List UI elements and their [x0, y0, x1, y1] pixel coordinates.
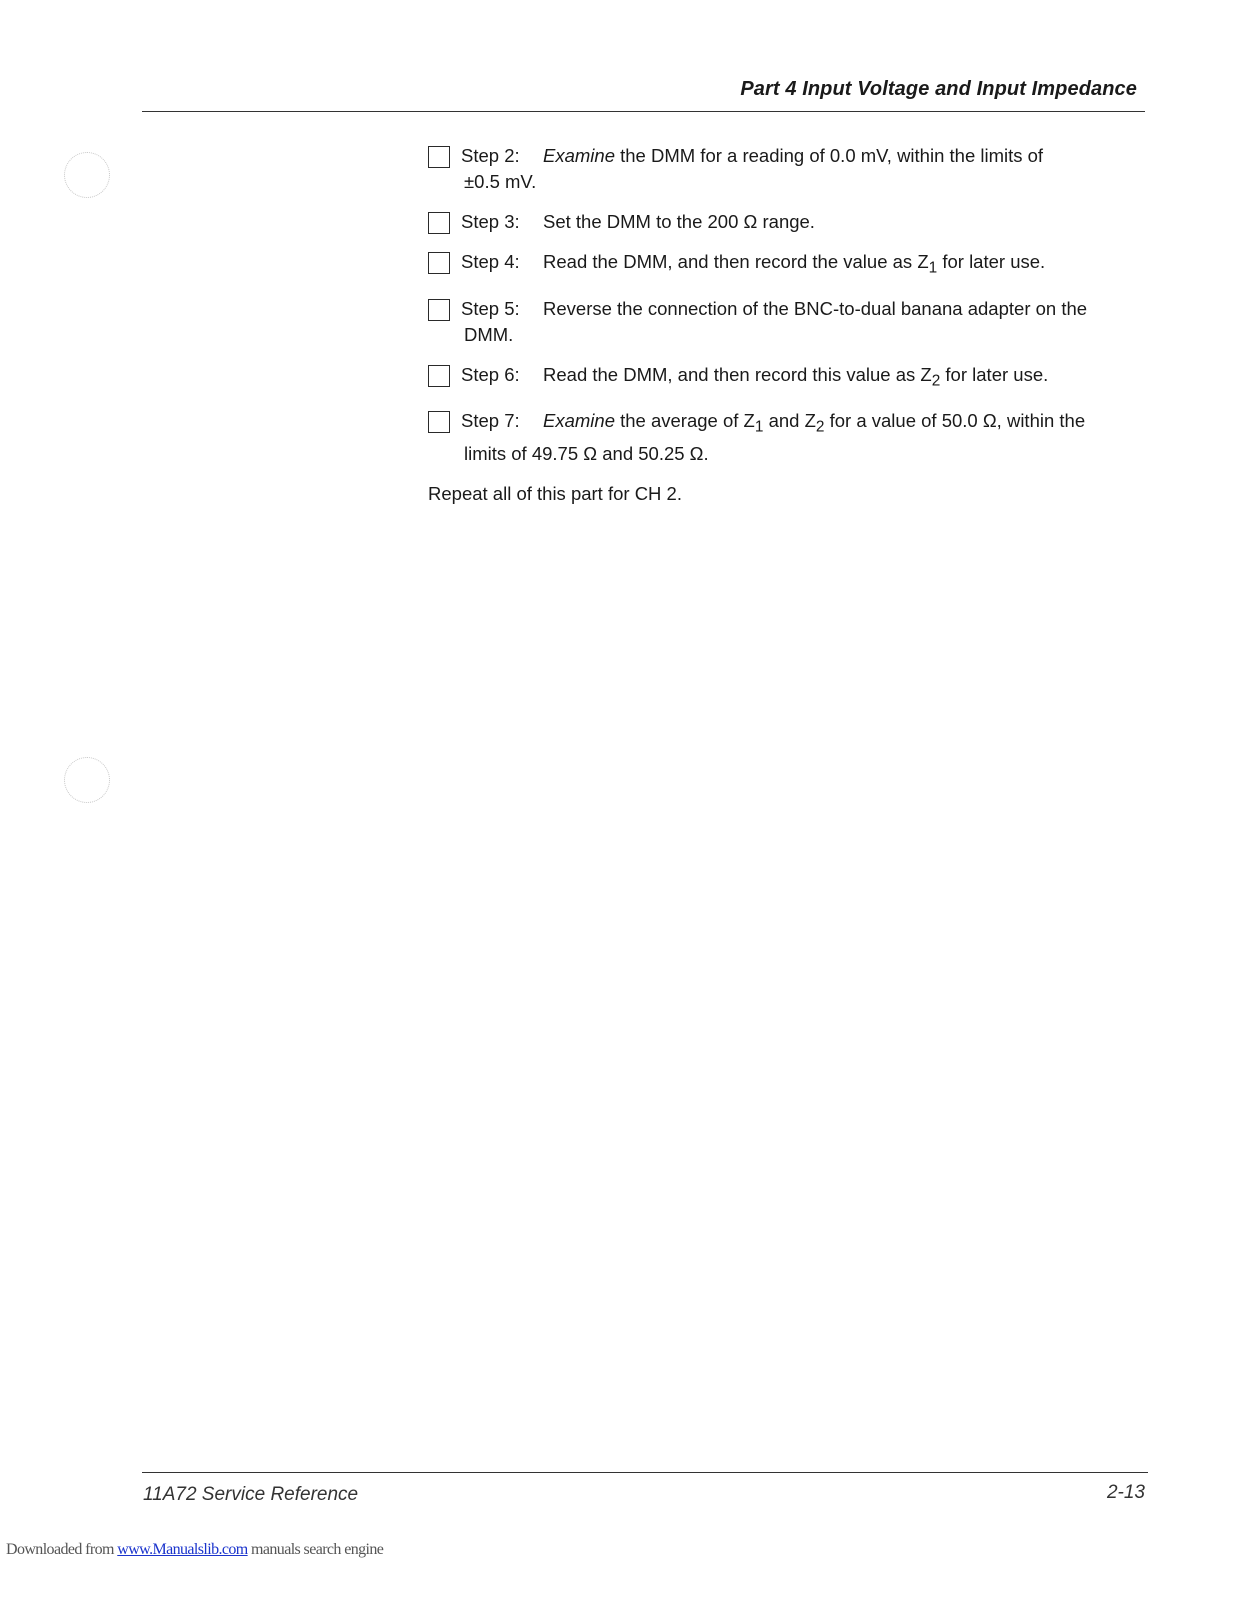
step-text-wrap: limits of 49.75 Ω and 50.25 Ω. — [464, 443, 709, 465]
step-checkbox[interactable] — [428, 365, 450, 387]
step-text: Reverse the connection of the BNC-to-dual banana adapter on the — [543, 297, 1088, 319]
step-3 — [428, 209, 1148, 235]
footer-manual-title: 11A72 Service Reference — [143, 1484, 359, 1505]
step-verb: Examine — [543, 410, 615, 432]
step-6 — [428, 362, 1148, 395]
step-text: Read the DMM, and then record the value as Z — [543, 251, 929, 272]
step-4 — [428, 249, 1148, 282]
step-verb: Examine — [543, 145, 615, 166]
page-header-title: Part 4 Input Voltage and Input Impedance — [740, 78, 1137, 100]
footer-page-number: 2-13 — [1106, 1482, 1145, 1503]
step-label: Step 7: — [461, 410, 520, 432]
step-label: Step 4: — [461, 251, 520, 272]
step-text: the DMM for a reading of 0.0 mV, within the limits of — [614, 145, 1044, 166]
step-7 — [428, 408, 1148, 467]
subscript: 1 — [928, 259, 938, 277]
step-checkbox[interactable] — [428, 146, 450, 168]
step-label: Step 6: — [461, 363, 520, 385]
step-checkbox[interactable] — [428, 252, 450, 274]
step-text-wrap: DMM. — [464, 323, 514, 345]
step-label: Step 2: — [461, 145, 520, 166]
step-text-wrap: ±0.5 mV. — [464, 171, 537, 192]
step-checkbox[interactable] — [428, 411, 450, 433]
download-suffix: manuals search engine — [247, 1541, 384, 1558]
punch-hole-top — [64, 152, 110, 198]
header-rule — [142, 111, 1145, 112]
step-label: Step 5: — [461, 297, 520, 319]
repeat-note: Repeat all of this part for CH 2. — [428, 483, 682, 505]
subscript: 1 — [754, 419, 764, 437]
download-notice — [6, 1541, 383, 1559]
procedure-content — [428, 143, 1148, 507]
punch-hole-middle — [64, 757, 110, 803]
step-text: Read the DMM, and then record this value as Z — [543, 363, 932, 385]
step-checkbox[interactable] — [428, 299, 450, 321]
step-text-end: for later use. — [937, 251, 1046, 272]
step-text: Set the DMM to the 200 Ω range. — [543, 211, 815, 232]
step-text: the average of Z — [614, 410, 755, 432]
subscript: 2 — [815, 419, 825, 437]
step-text: for a value of 50.0 Ω, within the — [824, 410, 1086, 432]
step-label: Step 3: — [461, 211, 520, 232]
step-text-end: for later use. — [940, 363, 1049, 385]
footer-rule — [142, 1472, 1148, 1473]
step-5 — [428, 296, 1148, 348]
manualslib-link[interactable]: www.Manualslib.com — [117, 1541, 248, 1558]
step-text: and Z — [763, 410, 816, 432]
step-checkbox[interactable] — [428, 212, 450, 234]
download-prefix: Downloaded from — [6, 1541, 118, 1558]
subscript: 2 — [931, 372, 941, 390]
step-2 — [428, 143, 1148, 195]
